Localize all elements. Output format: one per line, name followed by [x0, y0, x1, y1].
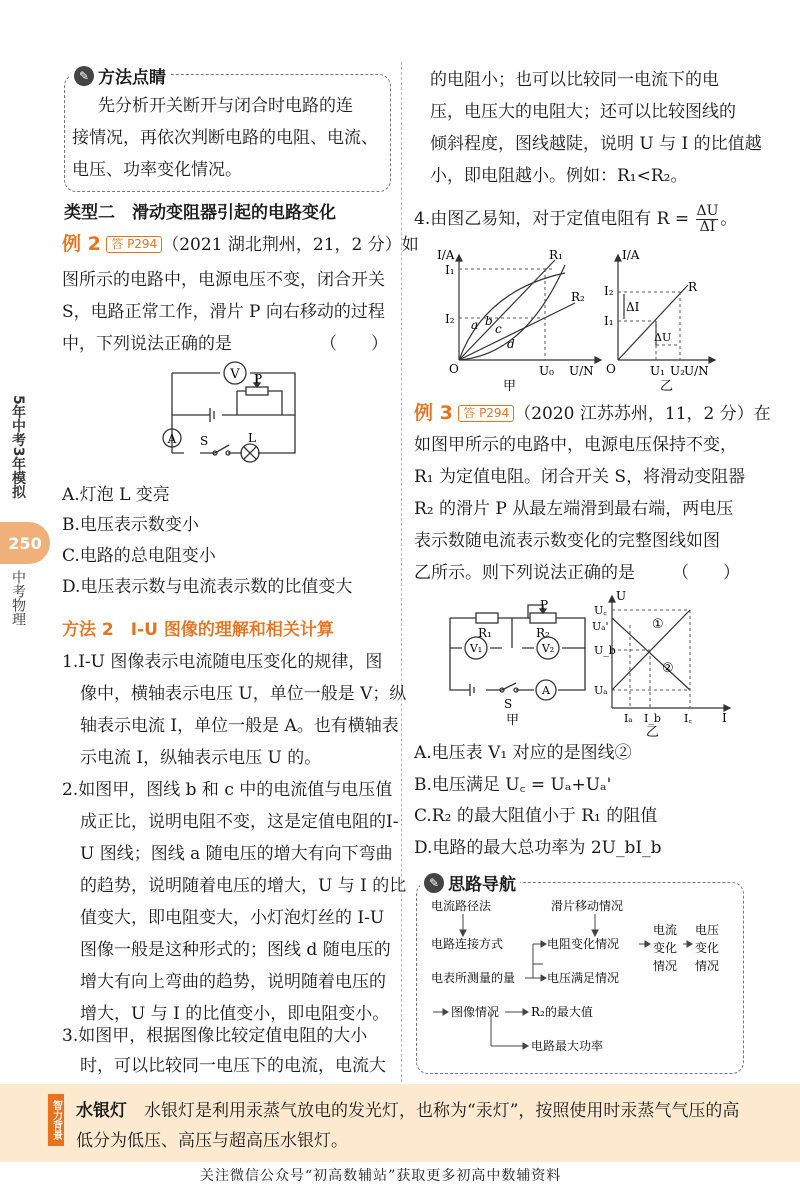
slider-label: P [254, 372, 263, 386]
graph-u-axis: U [616, 590, 627, 603]
example2-stem: 图所示的电路中，电源电压不变，闭合开关 [62, 270, 385, 290]
yi-y-axis: I/A [622, 248, 640, 262]
tip-line: 接情况，再依次判断电路的电阻、电流、 [72, 128, 378, 148]
option: C.R₂ 的最大阻值小于 R₁ 的阻值 [414, 806, 658, 826]
flow-max-power: 电路最大功率 [531, 1039, 604, 1053]
example3-stem: 如图甲所示的电路中，电源电压保持不变， [414, 435, 737, 455]
jia-r2: R₂ [571, 290, 585, 304]
graph-ia: Iₐ [624, 712, 633, 725]
method2-text: 成正比，说明电阻不变，这是定值电阻的I- [80, 812, 399, 832]
jia-i1: I₁ [445, 263, 455, 277]
example3-graph [590, 590, 740, 740]
example3-circuit [440, 600, 600, 730]
answer-ref[interactable]: 答 P294 [106, 236, 162, 253]
method2-text: 1.I-U 图像表示电流随电压变化的规律，图 [62, 652, 383, 672]
flow-voltage-change: 情况 [695, 959, 720, 973]
option: A.电压表 V₁ 对应的是图线② [414, 743, 632, 763]
jia-caption: 甲 [503, 379, 517, 394]
method2-text: 的电阻小；也可以比较同一电流下的电 [430, 70, 719, 90]
switch-label: S [504, 697, 513, 711]
side-tab [0, 395, 36, 645]
jia-i2: I₂ [445, 312, 455, 326]
example2-label: 例 2 [62, 233, 101, 255]
footer-text: 水银灯是利用汞蒸气放电的发光灯，也称为“汞灯”，按照使用时汞蒸气气压的高 [144, 1101, 740, 1121]
r2-label: R₂ [536, 626, 550, 640]
example3-label: 例 3 [414, 402, 453, 424]
yi-delta-u: ΔU [654, 331, 672, 344]
voltmeter-label: V [230, 367, 240, 382]
graph-ic: I꜀ [684, 712, 693, 725]
subject-label: 中考物理 [10, 570, 26, 626]
yi-delta-i: ΔI [626, 300, 640, 314]
option: D.电路的最大总功率为 2U_bI_b [414, 838, 662, 858]
example3-first-line [414, 403, 771, 424]
option: B.电压表示数变小 [62, 515, 199, 535]
method2-heading: 方法 2 I-U 图像的理解和相关计算 [62, 620, 334, 640]
curve-b: b [485, 314, 493, 328]
column-divider [401, 62, 402, 1082]
method2-text: 时，可以比较同一电压下的电流，电流大 [80, 1056, 386, 1076]
option: D.电压表示数与电流表示数的比值变大 [62, 577, 353, 597]
method2-text: 倾斜程度，图线越陡，说明 U 与 I 的比值越 [430, 134, 762, 154]
graph-uc: U꜀ [594, 604, 608, 617]
yi-u2: U₂ [670, 364, 685, 378]
flow-r2-max: R₂的最大值 [531, 1005, 593, 1019]
example3-stem: R₁ 为定值电阻。闭合开关 S，将滑动变阻器 [414, 467, 746, 487]
method2-point4 [414, 204, 737, 235]
bottom-note: 关注微信公众号“初高数辅站”获取更多初高中数辅资料 [200, 1168, 562, 1184]
flow-voltage-change: 电压 [695, 923, 720, 937]
graph-ua-prime: Uₐ' [592, 620, 609, 633]
answer-bracket: （ ） [320, 334, 388, 354]
yi-u1: U₁ [650, 364, 665, 378]
curve-c: c [495, 322, 502, 336]
method2-text: 图像一般是这种形式的；图线 d 随电压的 [80, 940, 391, 960]
yi-x-axis: U/N [684, 364, 709, 378]
pen-icon: ✎ [74, 66, 94, 86]
method-tip-title: 方法点睛 [98, 68, 166, 88]
graph-caption: 乙 [646, 725, 660, 740]
method2-text: 示电流 I，纵轴表示电压 U 的。 [80, 748, 322, 768]
method-tip-heading [70, 63, 170, 88]
example2-stem: S，电路正常工作，滑片 P 向右移动的过程 [62, 302, 385, 322]
tip-line: 先分析开关断开与闭合时电路的连 [98, 96, 353, 116]
flow-voltage-cond: 电压满足情况 [547, 971, 620, 985]
graph-yi [600, 245, 720, 395]
option: C.电路的总电阻变小 [62, 546, 216, 566]
jia-y-axis: I/A [437, 248, 455, 262]
footer-tab: 智力背景 [48, 1094, 64, 1146]
v1-label: V₁ [469, 642, 483, 655]
yi-caption: 乙 [660, 379, 674, 394]
switch-label: S [200, 434, 209, 448]
yi-r: R [688, 280, 698, 294]
v2-label: V₂ [541, 642, 555, 655]
graph-ib: I_b [644, 712, 661, 725]
line2-label: ② [662, 661, 674, 676]
flow-slider-move: 滑片移动情况 [551, 899, 624, 913]
example2-circuit [150, 355, 320, 475]
example2-stem: 中，下列说法正确的是 [62, 334, 232, 354]
graph-i-axis: I [722, 711, 727, 725]
flow-current-change: 电流 [653, 923, 678, 937]
flow-current-change: 变化 [653, 941, 678, 955]
series-label: 5年中考3年模拟 [10, 395, 26, 499]
point4-text: 4.由图乙易知，对于定值电阻有 R = [414, 209, 690, 229]
slider-label: P [540, 600, 549, 612]
footer-text-2: 低分为低压、高压与超高压水银灯。 [76, 1131, 348, 1151]
yi-i2: I₂ [604, 284, 614, 298]
method2-text: 2.如图甲，图线 b 和 c 中的电流值与电压值 [62, 780, 393, 800]
method2-text: 值变大，即电阻变大，小灯泡灯丝的 I-U [80, 908, 385, 928]
example2-first-line [62, 234, 419, 255]
example3-stem: R₂ 的滑片 P 从最左端滑到最右端，两电压 [414, 499, 734, 519]
method2-text: U 图线；图线 a 随电压的增大有向下弯曲 [80, 844, 393, 864]
answer-ref[interactable]: 答 P294 [458, 405, 514, 422]
fraction-num: ΔU [696, 203, 719, 219]
footer-term: 水银灯 [76, 1101, 127, 1121]
curve-d: d [507, 337, 515, 351]
yi-i1: I₁ [604, 314, 614, 328]
flow-image: 图像情况 [451, 1005, 500, 1019]
option: B.电压满足 U꜀ = Uₐ+Uₐ' [414, 775, 612, 795]
yi-origin: O [606, 362, 616, 376]
option: A.灯泡 L 变亮 [62, 485, 170, 505]
ammeter-label: A [542, 684, 550, 697]
method2-text: 像中，横轴表示电压 U，单位一般是 V；纵 [80, 684, 407, 704]
example3-source: （2020 江苏苏州，11，2 分）在 [514, 404, 771, 424]
method2-text: 3.如图甲，根据图像比较定值电阻的大小 [62, 1026, 368, 1046]
jia-u0: U₀ [539, 364, 554, 378]
fraction [696, 204, 718, 235]
flow-current-change: 情况 [653, 959, 678, 973]
method2-text: 压，电压大的电阻大；还可以比较图线的 [430, 102, 736, 122]
example3-stem: 乙所示。则下列说法正确的是 [414, 563, 635, 583]
flow-resistance: 电阻变化情况 [547, 937, 620, 951]
flow-voltage-change: 变化 [695, 941, 720, 955]
curve-a: a [471, 318, 479, 332]
circuit-caption: 甲 [506, 713, 520, 728]
flow-meter: 电表所测量的量 [431, 971, 516, 985]
line1-label: ① [652, 617, 664, 632]
graph-ua: Uₐ [594, 684, 608, 697]
flow-connection: 电路连接方式 [431, 937, 504, 951]
method2-text: 增大有向上弯曲的趋势，说明随着电压的 [80, 972, 386, 992]
method2-text: 小，即电阻越小。例如：R₁<R₂。 [430, 166, 688, 186]
answer-bracket: （ ） [672, 563, 740, 583]
footer-line [76, 1101, 739, 1121]
page-number: 250 [0, 522, 50, 564]
guide-title: 思路导航 [448, 875, 516, 895]
lamp-label: L [248, 431, 256, 445]
r1-label: R₁ [478, 626, 492, 640]
pen-icon: ✎ [424, 873, 444, 893]
guide-flowchart [425, 892, 735, 1067]
flow-current-path: 电流路径法 [431, 899, 492, 913]
example3-stem: 表示数随电流表示数变化的完整图线如图 [414, 531, 720, 551]
example2-source: （2021 湖北荆州，21，2 分）如 [162, 235, 419, 255]
jia-origin: O [449, 362, 459, 376]
type2-heading: 类型二 滑动变阻器引起的电路变化 [64, 203, 336, 223]
jia-x-axis: U/N [569, 364, 594, 378]
graph-jia [425, 245, 605, 395]
method2-text: 增大，U 与 I 的比值变小，即电阻变小。 [80, 1004, 390, 1024]
tip-line: 电压、功率变化情况。 [72, 160, 242, 180]
graph-ub: U_b [594, 644, 616, 657]
point4-end: 。 [720, 209, 738, 229]
method2-text: 轴表示电流 I，单位一般是 A。也有横轴表 [80, 716, 399, 736]
jia-r1: R₁ [549, 248, 563, 262]
fraction-den: ΔI [699, 219, 716, 235]
method2-text: 的趋势，说明随着电压的增大，U 与 I 的比 [80, 876, 407, 896]
ammeter-label: A [167, 432, 177, 446]
